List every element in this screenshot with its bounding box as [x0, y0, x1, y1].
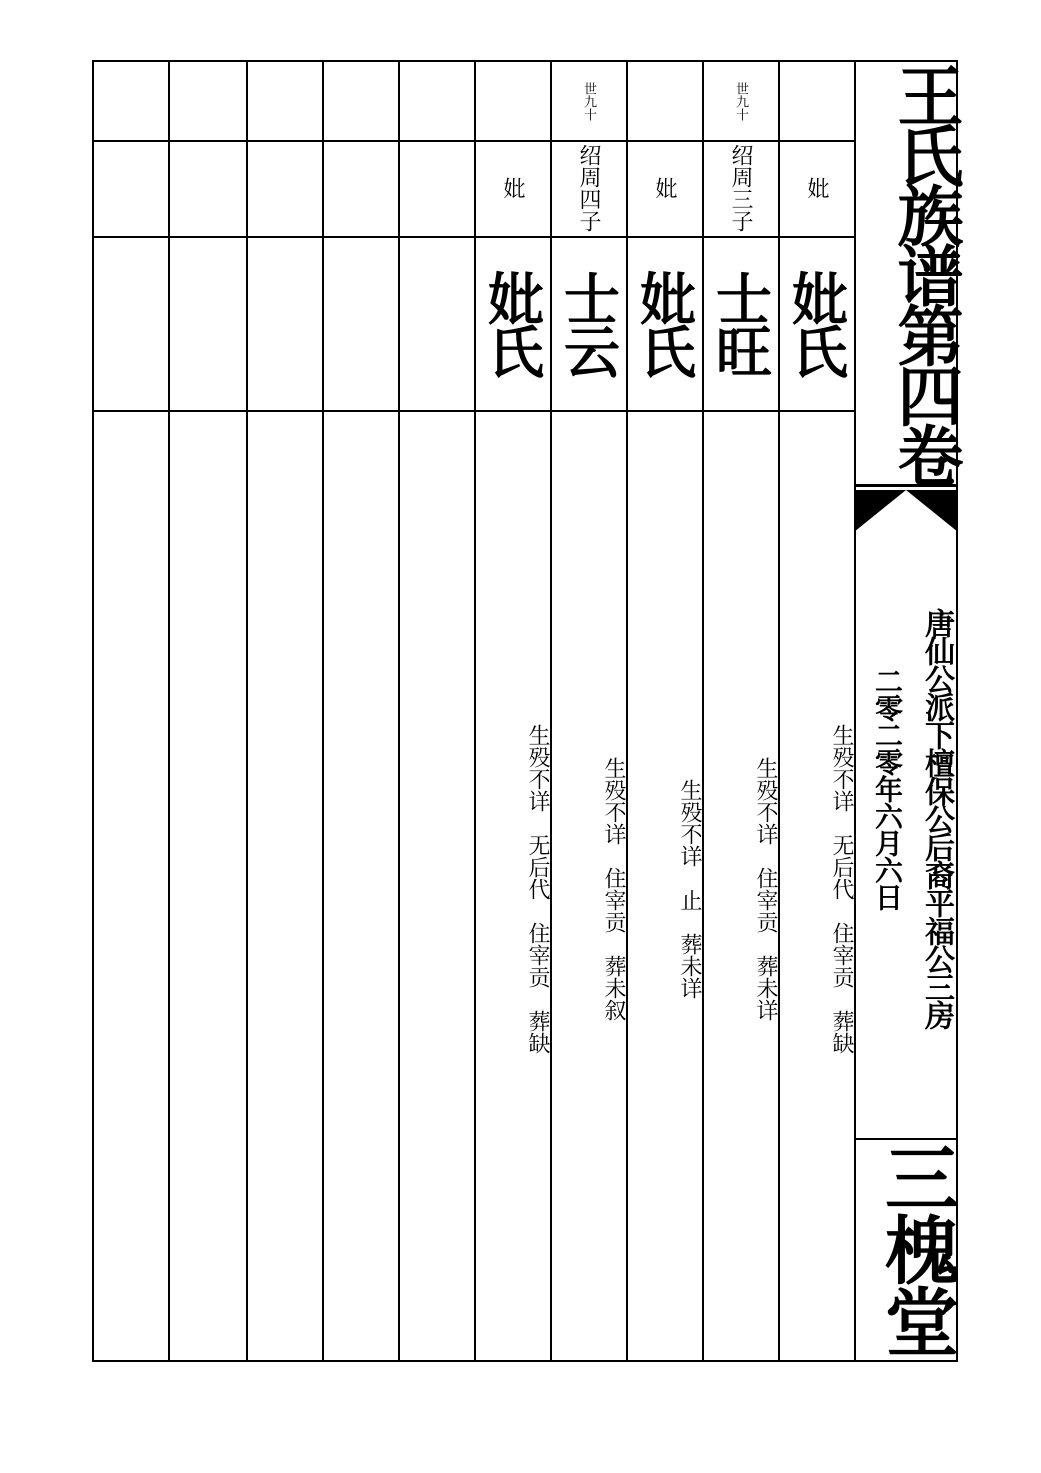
column-divider — [322, 62, 324, 1360]
column-divider — [246, 62, 248, 1360]
hall-name: 三槐堂 — [873, 1140, 959, 1356]
person-details: 生殁不详 住宰贡 葬未叙 — [601, 757, 626, 1021]
column-divider — [398, 62, 400, 1360]
relation-label: 妣 — [652, 177, 677, 199]
person-details: 生殁不详 止 葬未详 — [677, 779, 702, 999]
branch-subtitle: 唐仙公派下檀保公后裔平福公三房 — [919, 608, 954, 1028]
generation-label: 世九十 — [733, 81, 748, 121]
person-name: 士云 — [555, 270, 621, 376]
generation-label — [778, 62, 854, 140]
relation-label: 绍周四子 — [576, 144, 601, 232]
generation-label — [626, 62, 702, 140]
ribbon-divider-icon — [854, 484, 958, 532]
relation-label: 妣 — [500, 177, 525, 199]
person-name: 妣氏 — [479, 270, 545, 376]
person-name: 妣氏 — [631, 270, 697, 376]
title-panel — [854, 60, 964, 1362]
book-title: 王氏族谱第四卷 — [886, 62, 964, 482]
person-name: 士旺 — [707, 270, 773, 376]
column-divider — [168, 62, 170, 1360]
compile-date: 二零二零年六月六日 — [871, 666, 904, 910]
person-details: 生殁不详 无后代 住宰贡 葬缺 — [829, 724, 854, 1054]
generation-label: 世九十 — [581, 81, 596, 121]
person-name: 妣氏 — [783, 270, 849, 376]
generation-label — [474, 62, 550, 140]
person-details: 生殁不详 住宰贡 葬未详 — [753, 757, 778, 1021]
person-details: 生殁不详 无后代 住宰贡 葬缺 — [525, 724, 550, 1054]
relation-label: 绍周三子 — [728, 144, 753, 232]
relation-label: 妣 — [804, 177, 829, 199]
